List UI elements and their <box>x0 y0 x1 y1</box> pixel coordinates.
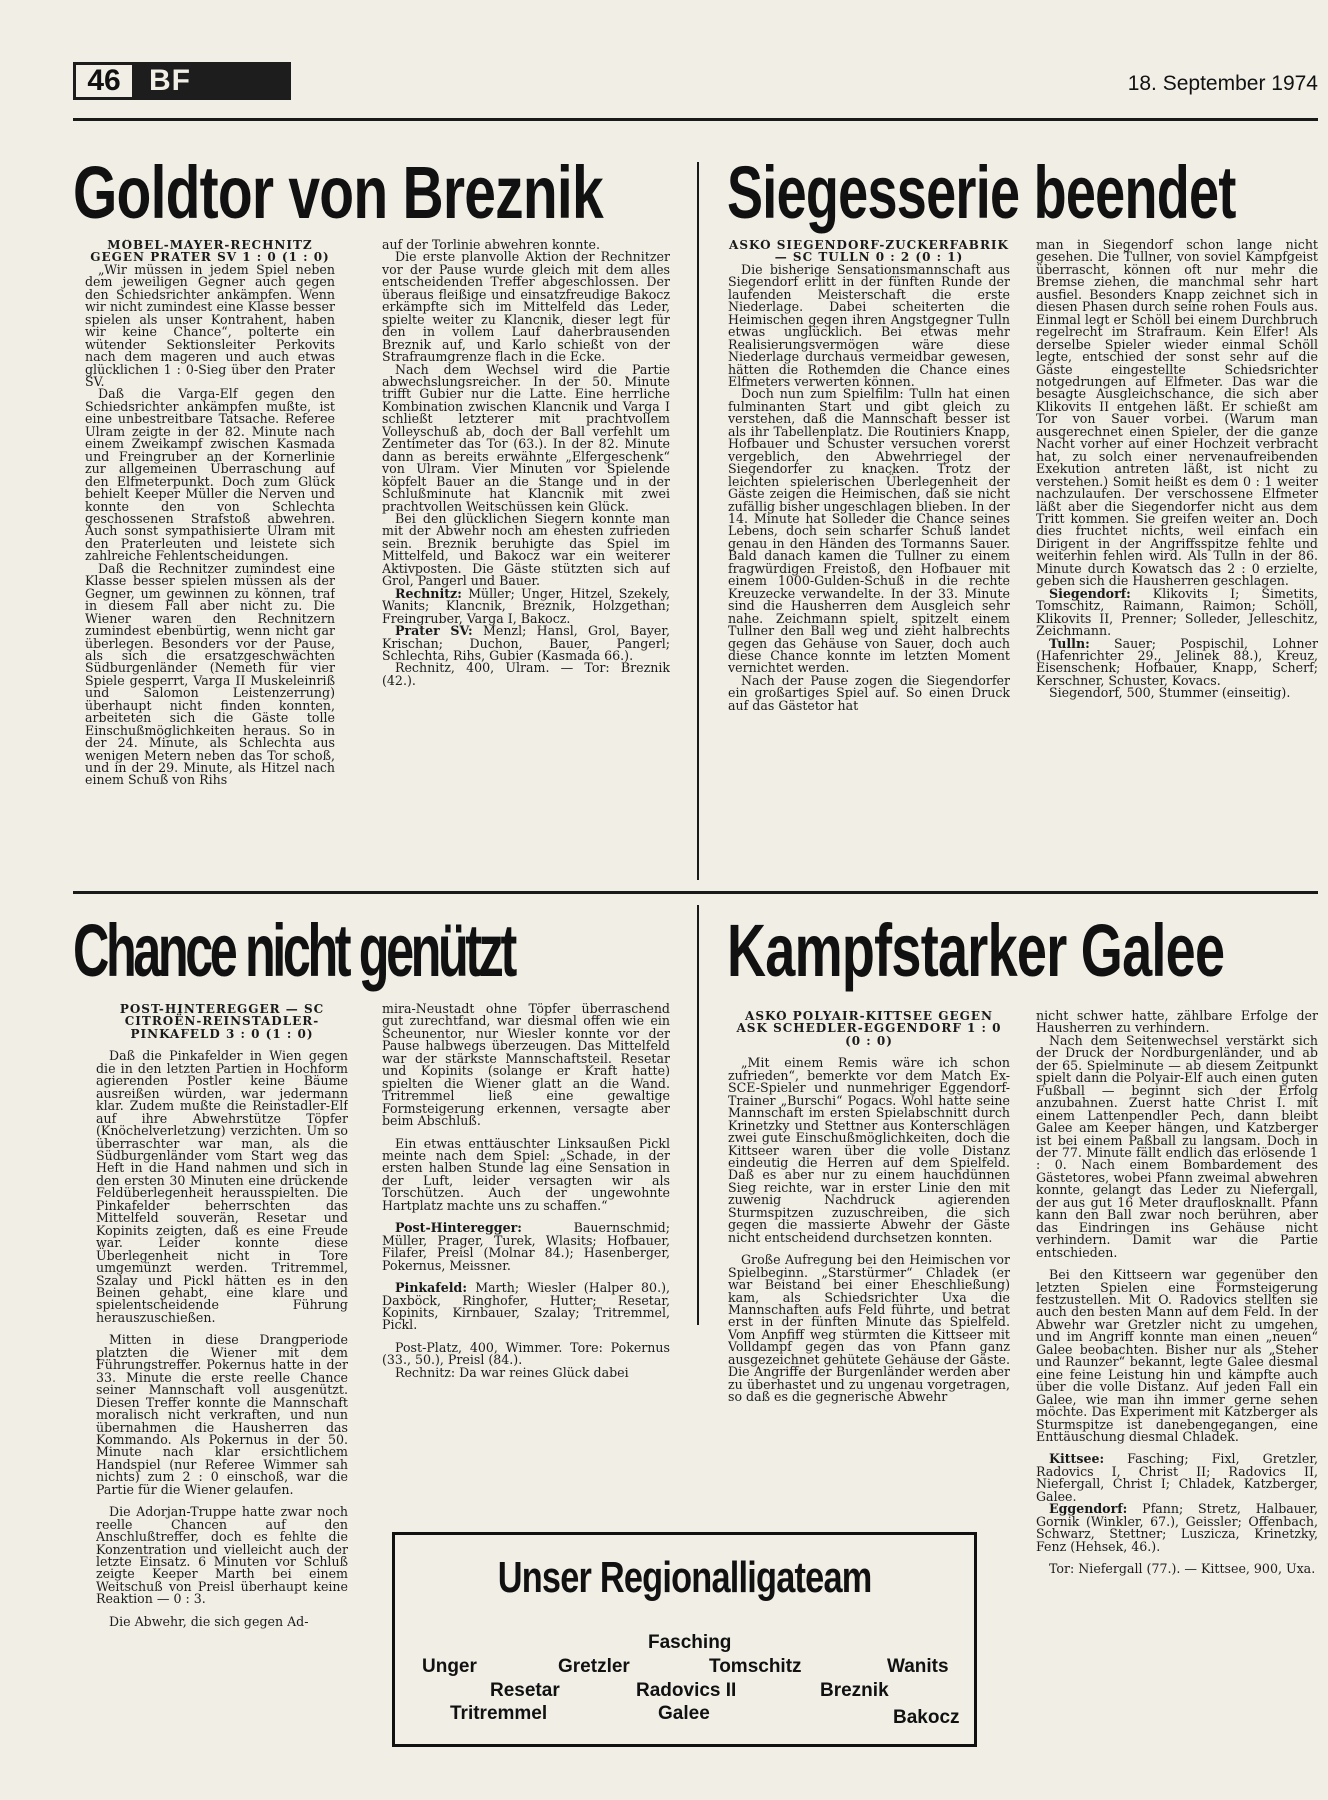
paragraph: Daß die Pinkafelder in Wien gegen die in den letzten Partien in Hochform agierenden Postler keine Bäume ausreißen würden, war jedermann klar. Zudem mußte die Reinstadler-Elf auf ihre Abwehrstütze Töpfer (Knöchelverletzung) verzichten. Um so überraschter war man, als die Südburgenländer vom Start weg das Heft in die Hand nahmen und sich in den ersten 30 Minuten eine drückende Feldüberlegenheit herausspielten. Die Pinkafelder beherrschten das Mittelfeld souverän, Resetar und Kopinits zeigten, daß es eine Freude war. Leider konnte diese Überlegenheit nicht in Tore umgemünzt werden. Tritremmel, Szalay und Pickl hätten es in den Beinen gehabt, eine klare und spielentscheidende Führung herauszuschießen. <box>96 1048 348 1325</box>
lineup-text: Pfann; Stretz, Halbauer, Gornik (Winkler, 67.), Geissler; Offenbach, Schwarz, Stettner; Luszicza, Krinetzky, Fenz (Hehsek, 46.). <box>1036 1501 1318 1554</box>
player-mid-center: Radovics II <box>636 1680 737 1701</box>
lineup-eggendorf <box>1036 1503 1318 1553</box>
lineup-text: Klikovits I; Simetits, Tomschitz, Raimann, Raimon; Schöll, Klikovits II, Prenner; Solleder, Jelleschitz, Zeichmann. <box>1036 585 1318 639</box>
regional-team-box <box>392 1532 977 1747</box>
article-siegesserie-col2 <box>1036 239 1318 879</box>
article-galee-col1 <box>728 1010 1010 1470</box>
player-def-left: Unger <box>422 1656 477 1677</box>
column-divider-top <box>697 162 699 880</box>
paragraph: Die erste planvolle Aktion der Rechnitzer vor der Pause wurde gleich mit dem alles entscheidenden Treffer abgeschlossen. Der überaus fleißige und einsatzfreudige Bakocz erkämpfte sich im Mittelfeld das Leder, spielte weiter zu Klancnik, dieser legt für den in vollem Lauf daherbrausenden Breznik auf, und Karlo schießt von der Strafraumgrenze flach in die Ecke. <box>382 249 670 365</box>
paragraph: auf der Torlinie abwehren konnte. <box>382 239 600 252</box>
page-number: 46 <box>73 62 135 100</box>
paragraph: Daß die Varga-Elf gegen den Schiedsrichter ankämpfen mußte, ist eine unbestreitbare Tatsache. Referee Ulram zeigte in der 82. Minute nach einem Zweikampf zwischen Kasmada und Freingruber an der Kornerlinie zur allgemeinen Überraschung auf den Elfmeterpunkt. Doch zum Glück behielt Keeper Müller die Nerven und konnte den von Schlechta geschossenen Strafstoß abwehren. Auch sonst sympathisierte Ulram mit den Praterleuten und leistete sich zahlreiche Fehlentscheidungen. <box>85 386 335 564</box>
lineup-prater <box>382 625 670 662</box>
team-label: Prater SV: <box>395 623 473 639</box>
headline-galee: Kampfstarker Galee <box>727 909 1225 992</box>
middle-rule <box>73 891 1318 894</box>
headline-siegesserie: Siegesserie beendet <box>727 151 1236 234</box>
player-def-center-right: Tomschitz <box>709 1656 802 1677</box>
article-galee-col2 <box>1036 1010 1318 1785</box>
player-mid-left: Resetar <box>490 1680 560 1701</box>
paragraph: Die bisherige Sensationsmannschaft aus Siegendorf erlitt in der fünften Runde der laufenden Meisterschaft die erste Niederlage. Dabei scheiterten die Heimischen gegen ihren Angstgegner Tulln etwas unglücklich. Bei etwas mehr Realisierungsvermögen wäre diese Niederlage durchaus vermeidbar gewesen, hätten die Rothemden die Chance eines Elfmeters verwerten können. <box>728 261 1010 389</box>
player-fwd-left: Tritremmel <box>450 1703 548 1724</box>
article-goldtor-col1 <box>85 239 335 859</box>
team-label: Kittsee: <box>1049 1451 1105 1467</box>
lineup-siegendorf <box>1036 585 1318 639</box>
team-label: Tulln: <box>1049 635 1090 651</box>
team-label: Post-Hinteregger: <box>395 1220 522 1236</box>
paragraph: mira-Neustadt ohne Töpfer überraschend gut zurechtfand, war diesmal offen wie ein Scheunentor, nur Wiesler konnte vor der Pause halbwegs überzeugen. Das Mittelfeld war der stärkste Mannschaftsteil. Resetar und Kopinits (solange er Kraft hatte) spielten die Wiener glatt an die Wand. Tritremmel ließ eine gewaltige Formsteigerung erkennen, versagte aber beim Abschluß. <box>382 1003 670 1129</box>
paragraph: Die Adorjan-Truppe hatte zwar noch reelle Chancen auf den Anschlußtreffer, doch es fehlte die Konzentration und vielleicht auch der letzte Einsatz. 6 Minuten vor Schluß zeigte Keeper Marth bei einem Weitschuß von Preisl überhaupt keine Reaktion — 0 : 3. <box>96 1504 348 1607</box>
player-mid-right: Breznik <box>820 1680 889 1701</box>
paragraph: Die Abwehr, die sich gegen Ad- <box>109 1613 309 1629</box>
paragraph: Nach der Pause zogen die Siegendorfer ein großartiges Spiel auf. So einen Druck auf das Gästetor hat <box>728 672 1010 713</box>
team-label: Eggendorf: <box>1049 1501 1128 1517</box>
page-header-banner <box>73 62 291 100</box>
subhead-siegesserie: ASKÖ SIEGENDORF-ZUCKERFABRIK — SC TULLN 0 : 2 (0 : 1) <box>729 239 1009 265</box>
lineup-tulln <box>1036 635 1318 688</box>
paragraph: man in Siegendorf schon lange nicht gesehen. Die Tullner, von soviel Kampfgeist überrascht, können oft nur mehr die Bremse ziehen, die manchmal sehr hart ausfiel. Besonders Knapp zeichnet sich in diesen Phasen durch seine rohen Fouls aus. Einmal legt er Schöll bei einem Durchbruch regelrecht im Strafraum. Kein Elfer! Als derselbe Spieler wieder einmal Schöll legte, entschied der sonst sehr auf die Gäste eingestellte Schiedsrichter notgedrungen auf Elfmeter. Das war die besagte Ausgleichschance, die sich aber Klikovits II entgehen läßt. Er schießt am Tor von Sauer vorbei. (Warum man ausgerechnet einen Spieler, der die ganze Nacht vorher auf einer Hochzeit verbracht hat, zu solch einer nervenaufreibenden Exekution antreten läßt, ist nicht zu verstehen.) Somit heißt es dem 0 : 1 weiter nachzulaufen. Der verschossene Elfmeter läßt aber die Siegendorfer nicht aus dem Tritt kommen. Sie greifen weiter an. Doch dies fruchtet nichts, weil einfach ein Dirigent in der Angriffsspitze fehlte und weiterhin fehlen wird. Als Tulln in der 86. Minute durch Kowatsch das 2 : 0 erzielte, geben sich die Hausherren geschlagen. <box>1036 239 1318 589</box>
paragraph: Nach dem Seitenwechsel verstärkt sich der Druck der Nordburgenländer, und ab der 65. Spielminute — ab diesem Zeitpunkt spielt dann die Polyair-Elf auch einen guten Fußball — beginnt sich der Erfolg anzubahnen. Zuerst hatte Christ I. mit einem Lattenpendler Pech, dann bleibt Galee am Keeper hängen, und Katzberger ist bei einem Paßball zu langsam. Doch in der 77. Minute fällt endlich das erlösende 1 : 0. Nach einem Bombardement des Gästetores, wobei Pfann zweimal abwehren konnte, gelangt das Leder zu Niefergall, der aus gut 16 Meter drauflosknallt. Pfann kann den Ball zwar noch berühren, aber das Eindringen ins Gehäuse nicht verhindern. Damit war die Partie entschieden. <box>1036 1032 1318 1260</box>
player-goalkeeper: Fasching <box>648 1632 732 1653</box>
column-divider-bottom <box>697 905 699 1325</box>
paragraph: Nach dem Wechsel wird die Partie abwechslungsreicher. In der 50. Minute trifft Gubier nur die Latte. Eine herrliche Kombination zwischen Klancnik und Varga I schließt letzterer mit prachtvollem Volleyschuß ab, doch der Ball verfehlt um Zentimeter das Tor (63.). In der 82. Minute dann as bereits erwähnte „Elfergeschenk“ von Ulram. Vier Minuten vor Spielende köpfelt Bauer an die Stange und in der Schlußminute hat Klancnik mit zwei prachtvollen Weitschüssen kein Glück. <box>382 361 670 514</box>
subhead-goldtor: MÖBEL-MAYER-RECHNITZ GEGEN PRATER SV 1 : 0 (1 : 0) <box>90 239 330 265</box>
lineup-text: Sauer; Pospischil, Lohner (Hafenrichter 29., Jelinek 88.), Kreuz, Eisenschenk; Hofbauer, Knapp, Scherf; Kerschner, Schuster, Kovacs. <box>1036 635 1318 688</box>
paragraph: Doch nun zum Spielfilm: Tulln hat einen fulminanten Start und gibt gleich zu verstehen, daß die Mannschaft besser ist als ihr Tabellenplatz. Die Routiniers Knapp, Hofbauer und Schuster versuchen vorerst vergeblich, den Abwehrriegel der Siegendorfer zu knacken. Trotz der leichten spielerischen Überlegenheit der Gäste zeigen die Heimischen, daß sie nicht zufällig bisher ungeschlagen blieben. In der 14. Minute hat Solleder die Chance seines Lebens, doch sein scharfer Schuß landet genau in den Händen des Tormanns Sauer. Bald danach kamen die Tullner zu einem fragwürdigen Freistoß, den Hofbauer mit einem 1000-Gulden-Schuß in die rechte Kreuzecke verwandelte. In der 33. Minute sind die Hausherren dem Ausgleich sehr nahe. Zeichmann spielt, spitzelt einem Tullner den Ball weg und zieht halbrechts gegen das Gehäuse von Sauer, doch auch diese Chance konnte im letzten Moment vernichtet werden. <box>728 386 1010 676</box>
paragraph: Daß die Rechnitzer zumindest eine Klasse besser spielen müssen als der Gegner, um gewinnen zu können, traf in diesem Fall aber nicht zu. Die Wiener waren den Rechnitzern zumindest ebenbürtig, wenn nicht gar überlegen. Besonders vor der Pause, als sich die ersatzgeschwächten Südburgenländer (Nemeth für vier Spiele gesperrt, Varga II Muskeleinriß und Salomon Leistenzerrung) überhaupt nicht finden konnten, arbeiteten sich die Gäste tolle Einschußmöglichkeiten heraus. So in der 24. Minute, als Schlechta aus wenigen Metern neben das Tor schoß, und in der 29. Minute, als Hitzel nach einem Schuß von Rihs <box>85 560 335 788</box>
player-fwd-right: Bakocz <box>893 1707 960 1728</box>
lineup-pinkafeld <box>382 1282 670 1332</box>
article-goldtor-col2 <box>382 239 670 879</box>
headline-goldtor: Goldtor von Breznik <box>73 151 603 234</box>
headline-chance: Chance nicht genützt <box>73 909 514 992</box>
lineup-text: Menzl; Hansl, Grol, Bayer, Krischan; Duchon, Bauer, Pangerl; Schlechta, Rihs, Gubier (Kasmada 66.). <box>382 623 670 663</box>
article-chance-col1 <box>96 1003 348 1773</box>
subhead-chance: POST-HINTEREGGER — SC CITROËN-REINSTADLER-PINKAFELD 3 : 0 (1 : 0) <box>119 1003 325 1041</box>
match-result: Tor: Niefergall (77.). — Kittsee, 900, Uxa. <box>1049 1561 1316 1577</box>
match-result: Post-Platz, 400, Wimmer. Tore: Pokernus (33., 50.), Preisl (84.). <box>382 1339 670 1368</box>
top-rule <box>73 118 1318 121</box>
subhead-galee: ASKÖ POLYAIR-KITTSEE GEGEN ASK SCHEDLER-EGGENDORF 1 : 0 (0 : 0) <box>736 1010 1002 1048</box>
paragraph: „Wir müssen in jedem Spiel neben dem jeweiligen Gegner auch gegen den Schiedsrichter ankämpfen. Wenn wir nicht zumindest eine Klasse besser spielen als unser Kontrahent, haben wir keine Chance“, polterte ein wütender Sektionsleiter Perkovits nach dem mageren und auch etwas glücklichen 1 : 0-Sieg über den Prater SV. <box>85 261 335 389</box>
lineup-text: Müller; Unger, Hitzel, Szekely, Wanits; Klancnik, Breznik, Holzgethan; Freingruber, Varga I, Bakocz. <box>382 585 670 626</box>
paragraph: Mitten in diese Drangperiode platzten die Wiener mit dem Führungstreffer. Pokernus hatte in der 33. Minute die erste reelle Chance seiner Mannschaft voll ausgenützt. Diesen Treffer konnte die Mannschaft moralisch nicht verkraften, und nun übernahmen die Hausherren das Kommando. Als Pokernus in der 50. Minute nach klar ersichtlichem Handspiel (nur Referee Wimmer sah nichts) zum 2 : 0 einschoß, war die Partie für die Wiener gelaufen. <box>96 1332 348 1497</box>
lineup-text: Marth; Wiesler (Halper 80.), Daxböck, Ringhofer, Hutter; Resetar, Kopinits, Kirnbauer, Szalay; Tritremmel, Pickl. <box>382 1280 670 1333</box>
paragraph: Bei den Kittseern war gegenüber den letzten Spielen eine Formsteigerung festzustellen. Mit O. Radovics stellten sie auch den besten Mann auf dem Feld. In der Abwehr war Gretzler nicht zu umgehen, und im Angriff konnte man einen „neuen“ Galee beobachten. Bisher nur als „Steher und Raunzer“ bekannt, legte Galee diesmal eine feine Leistung hin und kämpfte auch über die volle Distanz. Auf jeden Fall ein Galee, wie man ihn immer gerne sehen möchte. Das Experiment mit Katzberger als Sturmspitze ist danebengegangen, eine Enttäuschung diesmal Chladek. <box>1036 1267 1318 1444</box>
paragraph: Bei den glücklichen Siegern konnte man mit der Abwehr noch am ehesten zufrieden sein. Breznik beruhigte das Spiel im Mittelfeld, und Bakocz war ein weiterer Aktivposten. Die Gäste stützten sich auf Grol, Pangerl und Bauer. <box>382 510 670 589</box>
player-fwd-center: Galee <box>658 1703 710 1724</box>
quote-rechnitz: Rechnitz: Da war reines Glück dabei <box>395 1364 629 1380</box>
issue-date: 18. September 1974 <box>1127 72 1318 95</box>
lineup-rechnitz <box>382 585 670 626</box>
publication-name: BF <box>149 64 191 97</box>
paragraph: „Mit einem Remis wäre ich schon zufrieden“, bemerkte vor dem Match Ex-SCE-Spieler und nunmehriger Eggendorf-Trainer „Burschi“ Pogacs. Wohl hatte seine Mannschaft im ersten Spielabschnitt durch Krinetzky und Stettner aus Konterschlägen zwei gute Einschußmöglichkeiten, doch die Kittseer waren über die volle Distanz eindeutig die Herren auf dem Spielfeld. Daß es aber nur zu einem hauchdünnen Sieg reichte, war in erster Linie den mit zuwenig Nachdruck agierenden Sturmspitzen zuzuschreiben, die sich gegen die massierte Abwehr der Gäste nicht entscheidend durchsetzen konnten. <box>728 1055 1010 1245</box>
lineup-text: Bauernschmid; Müller, Prager, Turek, Wlasits; Hofbauer, Filafer, Preisl (Molnar 84.); Hasenberger, Pokernus, Meissner. <box>382 1220 670 1273</box>
paragraph: Ein etwas enttäuschter Linksaußen Pickl meinte nach dem Spiel: „Schade, in der ersten halben Stunde lag eine Sensation in der Luft, leider versagten wir als Torschützen. Auch der ungewohnte Hartplatz machte uns zu schaffen.“ <box>382 1135 670 1213</box>
team-label: Rechnitz: <box>395 585 462 601</box>
team-label: Siegendorf: <box>1049 585 1131 601</box>
match-result: Rechnitz, 400, Ulram. — Tor: Breznik (42.). <box>382 660 670 688</box>
player-def-right: Wanits <box>887 1656 949 1677</box>
article-siegesserie-col1 <box>728 239 1010 879</box>
lineup-post <box>382 1222 670 1272</box>
regional-team-title-text: Unser Regionalligateam <box>497 1553 872 1602</box>
regional-team-title <box>395 1553 974 1603</box>
paragraph: Große Aufregung bei den Heimischen vor Spielbeginn. „Starstürmer“ Chladek (er war Beistand bei einer Eheschließung) kam, als Schiedsrichter Uxa die Mannschaften aufs Feld führte, und betrat erst in der fünften Minute das Spielfeld. Vom Anpfiff weg stürmten die Kittseer mit Volldampf gegen das von Pfann ganz ausgezeichnet gehütete Gehäuse der Gäste. Die Angriffe der Burgenländer werden aber zu überhastet und zu ungenau vorgetragen, so daß es die gegnerische Abwehr <box>728 1252 1010 1405</box>
lineup-kittsee <box>1036 1453 1318 1503</box>
paragraph: nicht schwer hatte, zählbare Erfolge der Hausherren zu verhindern. <box>1036 1010 1318 1036</box>
team-label: Pinkafeld: <box>395 1280 467 1296</box>
article-chance-col2 <box>382 1003 670 1471</box>
player-def-center-left: Gretzler <box>558 1656 630 1677</box>
lineup-text: Fasching; Fixl, Gretzler, Radovics I, Christ II; Radovics II, Niefergall, Christ I; Chladek, Katzberger, Galee. <box>1036 1451 1318 1504</box>
match-result: Siegendorf, 500, Stummer (einseitig). <box>1049 685 1291 701</box>
